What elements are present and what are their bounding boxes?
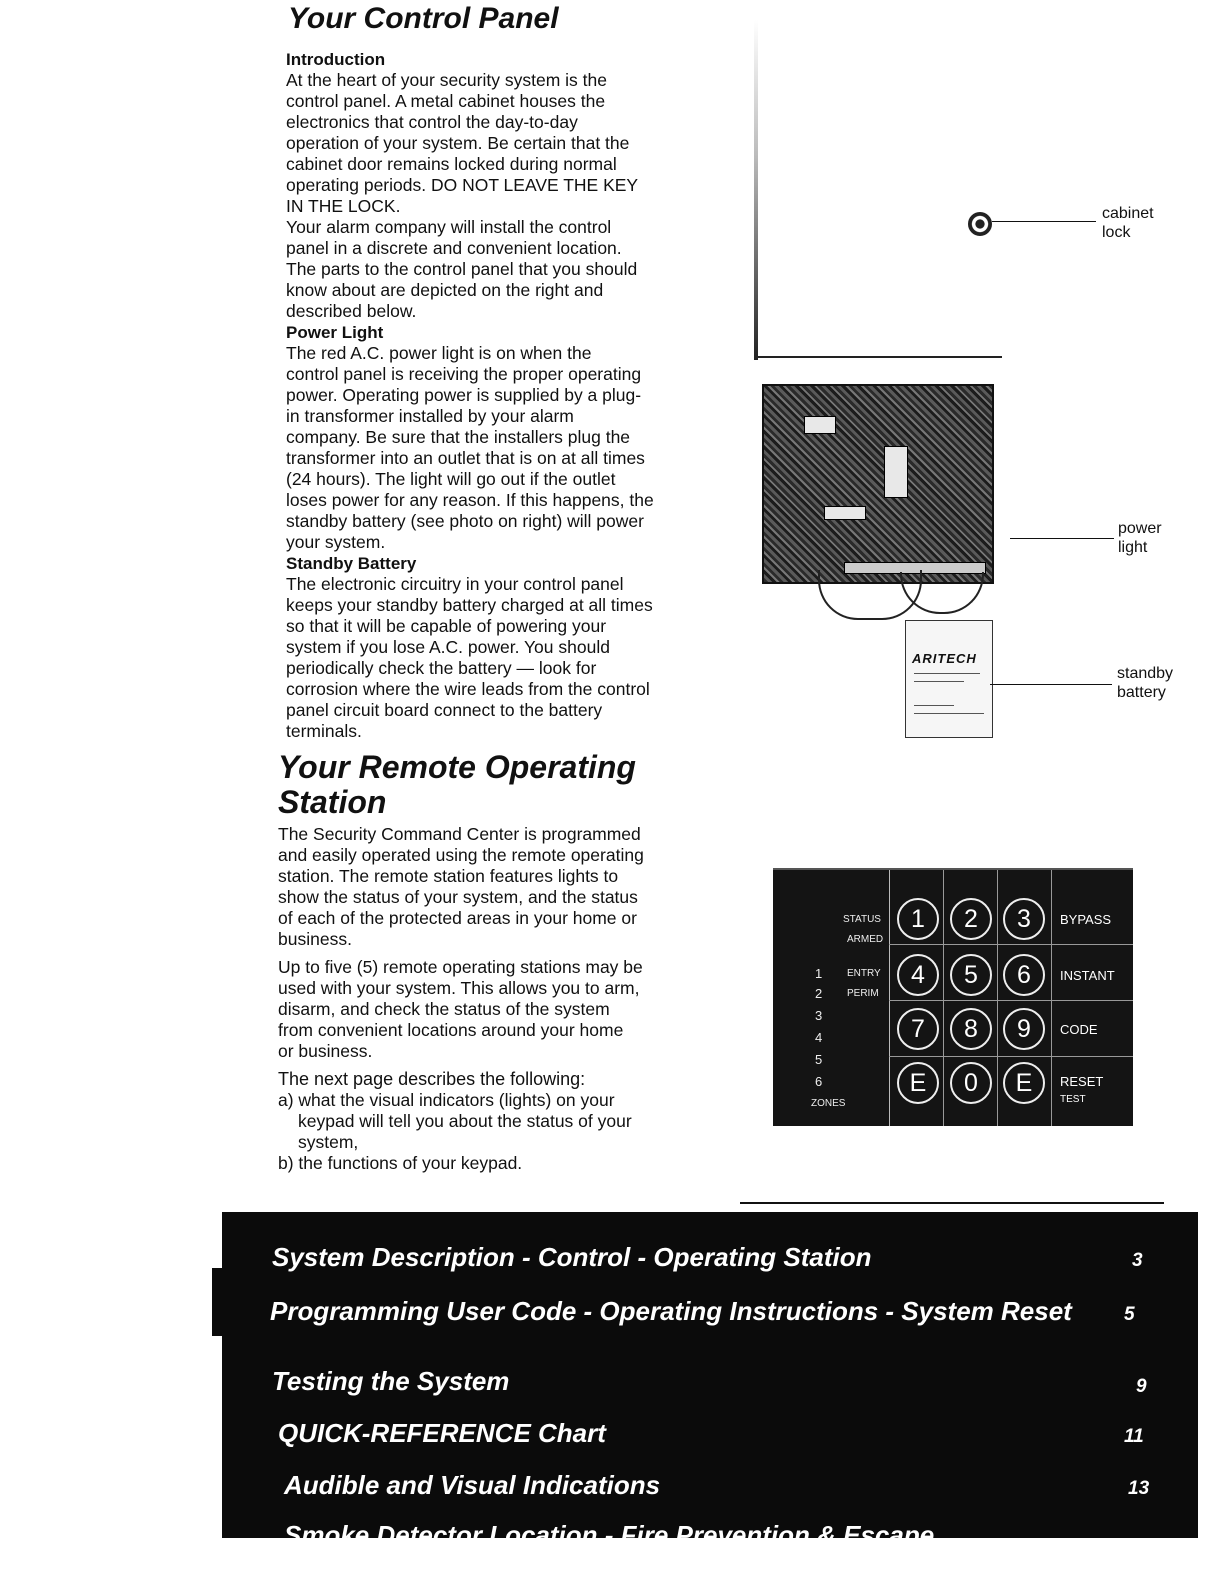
text-line: company. Be sure that the installers plug the (286, 427, 631, 447)
board-chip (824, 506, 866, 520)
standby-battery-photo (905, 620, 993, 738)
text-line: system, (298, 1132, 359, 1152)
test-key-label: TEST (1060, 1094, 1086, 1105)
text-line: of each of the protected areas in your home or (278, 908, 637, 928)
label-line: power (1118, 520, 1162, 537)
text-line: Your alarm company will install the control (286, 217, 612, 237)
list-item: b) the functions of your keypad. (278, 1153, 523, 1173)
keypad-photo (773, 868, 1133, 1126)
list-item (278, 1090, 708, 1153)
intro-heading: Introduction (286, 50, 386, 69)
zone-indicator: 2 (815, 986, 823, 1001)
cabinet-door-edge (754, 20, 758, 360)
heading-line: Your Remote Operating (278, 749, 636, 785)
text-line: control panel is receiving the proper operating (286, 364, 642, 384)
keypad-divider (889, 1056, 1133, 1057)
zones-label: ZONES (811, 1098, 846, 1109)
text-line: disarm, and check the status of the system (278, 999, 610, 1019)
text-line: keypad will tell you about the status of your (298, 1111, 632, 1131)
keypad-key-4: 4 (897, 954, 939, 996)
keypad-key-5: 5 (950, 954, 992, 996)
text-line: IN THE LOCK. (286, 196, 401, 216)
text-line: a) what the visual indicators (lights) on your (278, 1090, 615, 1110)
table-of-contents (222, 1212, 1198, 1550)
keypad-key-0: 0 (950, 1062, 992, 1104)
zone-indicator: 5 (815, 1052, 823, 1067)
standby-battery-label (1117, 664, 1173, 702)
text-line: electronics that control the day-to-day (286, 112, 578, 132)
keypad-divider (1051, 870, 1052, 1126)
control-panel-section (286, 49, 716, 742)
text-line: Up to five (5) remote operating stations may be (278, 957, 643, 977)
section-rule (740, 1202, 1164, 1204)
text-line: corrosion where the wire leads from the control (286, 679, 650, 699)
perim-indicator-label: PERIM (847, 988, 879, 999)
keypad-key-1: 1 (897, 898, 939, 940)
keypad-divider (997, 870, 998, 1126)
heading-line: Station (278, 784, 387, 820)
toc-entry-page: 11 (1124, 1426, 1144, 1447)
cabinet-lock-icon (968, 212, 992, 236)
text-line: described below. (286, 301, 417, 321)
reset-key-label: RESET (1060, 1074, 1104, 1089)
page-title: Your Control Panel (288, 2, 559, 35)
keypad-key-9: 9 (1003, 1008, 1045, 1050)
keypad-divider (943, 870, 944, 1126)
label-line: standby (1117, 665, 1174, 682)
paragraph (278, 957, 708, 1062)
text-line: loses power for any reason. If this happens, the (286, 490, 654, 510)
power-light-heading: Power Light (286, 323, 384, 342)
next-page-intro: The next page describes the following: (278, 1069, 586, 1089)
keypad-divider (889, 1000, 1133, 1001)
text-line: cabinet door remains locked during normal (286, 154, 617, 174)
label-line: cabinet (1102, 205, 1154, 222)
code-key-label: CODE (1060, 1022, 1098, 1037)
text-line: The electronic circuitry in your control panel (286, 574, 624, 594)
keypad-key-e-right: E (1003, 1062, 1045, 1104)
keypad-key-7: 7 (897, 1008, 939, 1050)
battery-wire (900, 572, 984, 614)
keypad-key-3: 3 (1003, 898, 1045, 940)
text-line: transformer into an outlet that is on at all times (286, 448, 645, 468)
board-chip (804, 416, 836, 434)
power-light-leader (1010, 538, 1114, 539)
battery-label-line (914, 681, 964, 682)
battery-label-line (914, 713, 984, 714)
status-indicator-label: STATUS (843, 914, 881, 925)
text-line: (24 hours). The light will go out if the outlet (286, 469, 616, 489)
text-line: At the heart of your security system is the (286, 70, 607, 90)
text-line: operating periods. DO NOT LEAVE THE KEY (286, 175, 639, 195)
paragraph (278, 824, 708, 950)
keypad-key-6: 6 (1003, 954, 1045, 996)
control-board-photo (762, 384, 994, 584)
text-line: The Security Command Center is programmed (278, 824, 641, 844)
intro-text (286, 70, 716, 322)
text-line: power. Operating power is supplied by a plug- (286, 385, 642, 405)
text-line: operation of your system. Be certain that the (286, 133, 630, 153)
text-line: station. The remote station features lights to (278, 866, 619, 886)
toc-entry-page: 13 (1128, 1478, 1150, 1499)
armed-indicator-label: ARMED (847, 934, 884, 945)
standby-battery-text (286, 574, 716, 742)
text-line: system if you lose A.C. power. You should (286, 637, 610, 657)
board-chip (884, 446, 908, 498)
text-line: show the status of your system, and the status (278, 887, 638, 907)
text-line: control panel. A metal cabinet houses the (286, 91, 606, 111)
toc-entry-title[interactable]: Testing the System (272, 1366, 510, 1396)
zone-indicator: 1 (815, 966, 823, 981)
toc-entry-page: 9 (1136, 1376, 1147, 1397)
power-light-label (1118, 519, 1162, 557)
text-line: panel circuit board connect to the battery (286, 700, 603, 720)
cabinet-lock-leader (992, 221, 1096, 222)
toc-entry-title[interactable]: Audible and Visual Indications (284, 1470, 661, 1500)
zone-indicator: 6 (815, 1074, 823, 1089)
battery-label-line (914, 673, 980, 674)
zone-indicator: 4 (815, 1030, 823, 1045)
text-line: know about are depicted on the right and (286, 280, 604, 300)
keypad-key-8: 8 (950, 1008, 992, 1050)
keypad-divider (889, 944, 1133, 945)
toc-entry-title[interactable]: QUICK-REFERENCE Chart (278, 1418, 606, 1448)
label-line: battery (1117, 684, 1166, 701)
bypass-key-label: BYPASS (1060, 912, 1112, 927)
text-line: keeps your standby battery charged at all times (286, 595, 653, 615)
text-line: terminals. (286, 721, 362, 741)
text-line: The red A.C. power light is on when the (286, 343, 592, 363)
text-line: standby battery (see photo on right) will power (286, 511, 644, 531)
toc-entry-title[interactable]: Programming User Code - Operating Instructions - System Reset (270, 1296, 1072, 1326)
label-line: lock (1102, 224, 1131, 241)
keypad-key-e-left: E (897, 1062, 939, 1104)
remote-station-text (278, 824, 708, 1174)
remote-station-heading (278, 750, 636, 820)
toc-entry-page: 5 (1124, 1304, 1135, 1325)
keypad-key-2: 2 (950, 898, 992, 940)
instant-key-label: INSTANT (1060, 968, 1115, 983)
zone-indicator: 3 (815, 1008, 823, 1023)
text-line: used with your system. This allows you to arm, (278, 978, 640, 998)
toc-entry-page: 3 (1132, 1250, 1143, 1271)
cabinet-lock-label (1102, 204, 1154, 242)
label-line: light (1118, 539, 1148, 556)
text-line: and easily operated using the remote operating (278, 845, 644, 865)
text-line: so that it will be capable of powering your (286, 616, 607, 636)
standby-battery-leader (990, 684, 1112, 685)
text-line: periodically check the battery — look for (286, 658, 597, 678)
text-line: your system. (286, 532, 386, 552)
battery-label-line (914, 705, 954, 706)
battery-brand-logo: ARITECH (912, 651, 977, 666)
text-line: business. (278, 929, 352, 949)
entry-indicator-label: ENTRY (847, 968, 881, 979)
power-light-text (286, 343, 716, 553)
text-line: or business. (278, 1041, 373, 1061)
text-line: panel in a discrete and convenient location. (286, 238, 622, 258)
text-line: in transformer installed by your alarm (286, 406, 574, 426)
text-line: The parts to the control panel that you should (286, 259, 638, 279)
text-line: from convenient locations around your home (278, 1020, 624, 1040)
toc-entry-title-cut[interactable]: Smoke Detector Location - Fire Prevention & Escape (284, 1520, 935, 1550)
standby-battery-heading: Standby Battery (286, 554, 417, 573)
toc-entry-title[interactable]: System Description - Control - Operating Station (272, 1242, 872, 1272)
cabinet-bottom-edge (758, 356, 1002, 358)
